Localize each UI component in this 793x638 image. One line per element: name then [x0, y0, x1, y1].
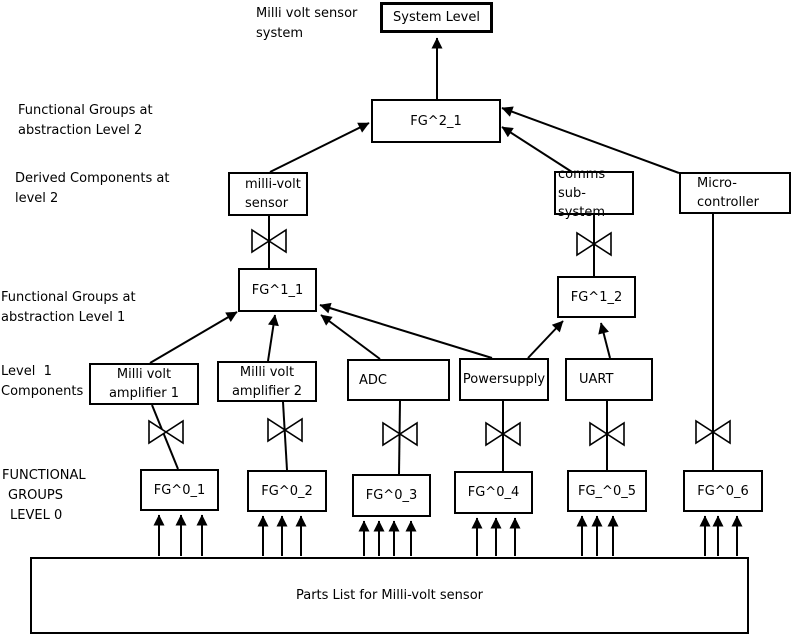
node-adc [347, 359, 450, 401]
label-line: LEVEL 0 [10, 508, 63, 523]
node-fg-0-2 [247, 470, 327, 512]
node-label: Milli volt [116, 367, 172, 382]
node-fg-0-4 [454, 471, 533, 514]
edge-adc-to-fg03-link [399, 401, 400, 474]
node-label: amplifier 1 [108, 386, 180, 401]
label-derived-level2 [15, 169, 169, 209]
node-label: ADC [359, 372, 387, 388]
node-label: comms [558, 166, 606, 182]
node-label: amplifier 2 [231, 383, 303, 399]
node-label: Parts List for Milli-volt sensor [295, 588, 483, 603]
node-milli-volt-amplifier-2 [217, 361, 317, 402]
node-micro-controller [679, 172, 791, 214]
title-note [256, 4, 357, 44]
edge-powersupply-to-fg11 [320, 305, 492, 358]
node-label: FG^2_1 [410, 113, 462, 129]
edge-uart-to-fg12 [601, 323, 610, 358]
node-label: Micro- [697, 176, 737, 191]
node-label: UART [579, 372, 614, 387]
node-uart [565, 358, 653, 401]
node-label: FG^0_2 [261, 483, 313, 499]
node-fg-0-6 [683, 470, 763, 512]
label-line: Level 1 [1, 364, 52, 379]
node-fg-2-1 [371, 99, 501, 143]
node-parts-list [30, 557, 749, 634]
node-label: System Level [393, 10, 480, 25]
node-milli-volt-sensor [228, 172, 308, 216]
node-label: sub-system [558, 185, 605, 220]
node-fg-0-5 [567, 470, 647, 512]
label-line: GROUPS [8, 488, 63, 503]
node-label: FG^1_2 [570, 289, 623, 305]
label-line: Functional Groups at [18, 103, 153, 118]
label-fg-level2 [18, 101, 153, 141]
node-fg-1-2 [557, 276, 636, 318]
node-label: Milli volt [239, 364, 295, 380]
node-fg-0-3 [352, 474, 431, 517]
title-note-line: system [256, 26, 303, 41]
label-line: abstraction Level 1 [1, 310, 126, 325]
node-label: FG_^0_5 [578, 483, 636, 499]
label-line: Components [1, 384, 84, 399]
edge-amp2-to-fg02-link [283, 402, 287, 470]
node-label: sensor [245, 196, 289, 211]
node-powersupply [459, 358, 549, 401]
edge-amp2-to-fg11 [268, 315, 275, 361]
node-milli-volt-amplifier-1 [89, 363, 199, 405]
node-label: Powersupply [462, 372, 546, 387]
edge-mvsensor-to-fg21 [270, 123, 369, 172]
label-level1-components [1, 362, 83, 402]
node-comms-subsystem [554, 166, 634, 220]
edge-micro-to-fg21 [502, 108, 679, 173]
label-line: level 2 [15, 191, 59, 206]
node-label: FG^0_4 [467, 485, 520, 500]
node-label: FG^0_6 [697, 483, 749, 499]
label-line: Derived Components at [15, 171, 170, 186]
node-system-level [380, 2, 493, 33]
node-label: controller [697, 195, 760, 210]
node-label: FG^0_1 [153, 482, 206, 498]
label-line: FUNCTIONAL [2, 468, 86, 483]
edge-amp1-to-fg11 [150, 312, 237, 363]
label-fg-level1 [1, 288, 136, 328]
label-fg-level0 [2, 466, 86, 526]
node-fg-1-1 [238, 268, 317, 312]
label-line: abstraction Level 2 [18, 123, 143, 138]
title-note-line: Milli volt sensor [256, 6, 358, 21]
node-label: FG^0_3 [365, 488, 418, 503]
edge-powersupply-to-fg12 [528, 321, 563, 358]
label-line: Functional Groups at [1, 290, 136, 305]
node-label: FG^1_1 [251, 282, 304, 298]
node-label: milli-volt [245, 177, 301, 192]
node-fg-0-1 [140, 469, 219, 511]
